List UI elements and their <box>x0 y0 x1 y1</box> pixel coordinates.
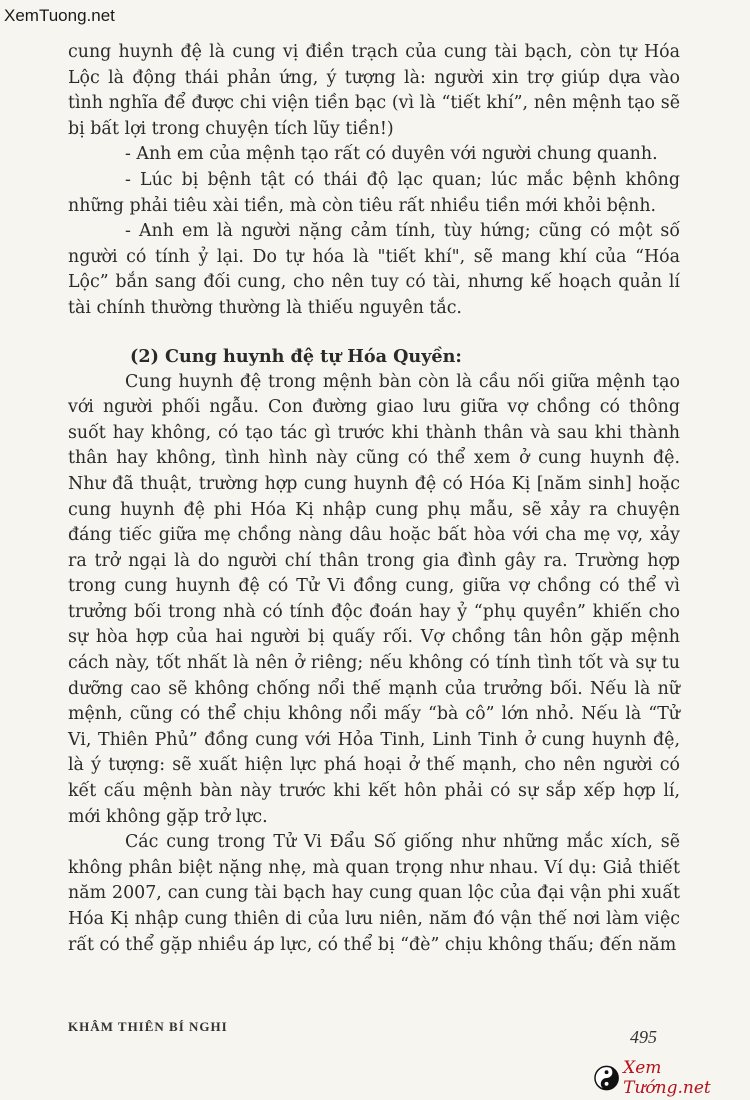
spacer <box>68 322 680 344</box>
book-title: KHÂM THIÊN BÍ NGHI <box>68 1019 228 1034</box>
page-body <box>68 40 680 958</box>
section-heading: (2) Cung huynh đệ tự Hóa Quyền: <box>130 345 462 367</box>
yin-yang-icon <box>594 1065 619 1091</box>
bullet-paragraph: - Anh em của mệnh tạo rất có duyên với người chung quanh. <box>125 144 658 165</box>
site-label[interactable]: XemTuong.net <box>4 6 115 25</box>
logo-text: Xem Tướng.net <box>623 1058 711 1098</box>
paragraph: cung huynh đệ là cung vị điền trạch của cung tài bạch, còn tự Hóa Lộc là động thái phản ứng, ý tượng là: người xin trợ giúp dựa vào tình nghĩa để được chi viện tiền bạc (vì là “tiết khí”, nên mệnh tạo sẽ bị bất lợi trong chuyện tích lũy tiền!) <box>68 42 680 139</box>
paragraph: Các cung trong Tử Vi Đẩu Số giống như những mắc xích, sẽ không phân biệt nặng nhẹ, mà quan trọng như nhau. Ví dụ: Giả thiết năm 2007, can cung tài bạch hay cung quan lộc của đại vận phi xuất Hóa Kị nhập cung thiên di của lưu niên, năm đó vận thế nơi làm việc rất có thể gặp nhiều áp lực, có thể bị “đè” chịu không thấu; đến năm <box>68 832 680 955</box>
paragraph: Cung huynh đệ trong mệnh bàn còn là cầu nối giữa mệnh tạo với người phối ngẫu. Con đường giao lưu giữa vợ chồng có thông suốt hay không, có tạo tác gì trước khi thành thân và sau khi thành thân hay không, tình hình này cũng có thể xem ở cung huynh đệ. Như đã thuật, trường hợp cung huynh đệ có Hóa Kị [năm sinh] hoặc cung huynh đệ phi Hóa Kị nhập cung phụ mẫu, sẽ xảy ra chuyện đáng tiếc giữa mẹ chồng nàng dâu hoặc bất hòa với cha mẹ vợ, xảy ra trở ngại là do người chí thân trong gia đình gây ra. Trường hợp trong cung huynh đệ có Tử Vi đồng cung, giữa vợ chồng có thể vì trưởng bối trong nhà có tính độc đoán hay ỷ “phụ quyền” khiến cho sự hòa hợp của hai người bị quấy rối. Vợ chồng tân hôn gặp mệnh cách này, tốt nhất là nên ở riêng; nếu không có tính tình tốt và sự tu dưỡng cao sẽ không chống nổi thế mạnh của trưởng bối. Nếu là nữ mệnh, cũng có thể chịu không nổi mấy “bà cô” lớn nhỏ. Nếu là “Tử Vi, Thiên Phủ” đồng cung với Hỏa Tinh, Linh Tinh ở cung huynh đệ, là ý tượng: sẽ xuất hiện lực phá hoại ở thế mạnh, cho nên người có kết cấu mệnh bàn này trước khi kết hôn phải có sự sắp xếp hợp lí, mới không gặp trở lực. <box>68 371 680 827</box>
page-number: 495 <box>630 1027 657 1047</box>
bullet-paragraph: - Anh em là người nặng cảm tính, tùy hứng; cũng có một số người có tính ỷ lại. Do tự hóa là "tiết khí", sẽ mang khí của “Hóa Lộc” bắn sang đối cung, cho nên tuy có tài, nhưng kế hoạch quản lí tài chính thường thường là thiếu nguyên tắc. <box>68 221 680 318</box>
site-logo[interactable] <box>594 1058 750 1098</box>
bullet-paragraph: - Lúc bị bệnh tật có thái độ lạc quan; lúc mắc bệnh không những phải tiêu xài tiền, mà còn tiêu rất nhiều tiền mới khỏi bệnh. <box>68 169 680 216</box>
